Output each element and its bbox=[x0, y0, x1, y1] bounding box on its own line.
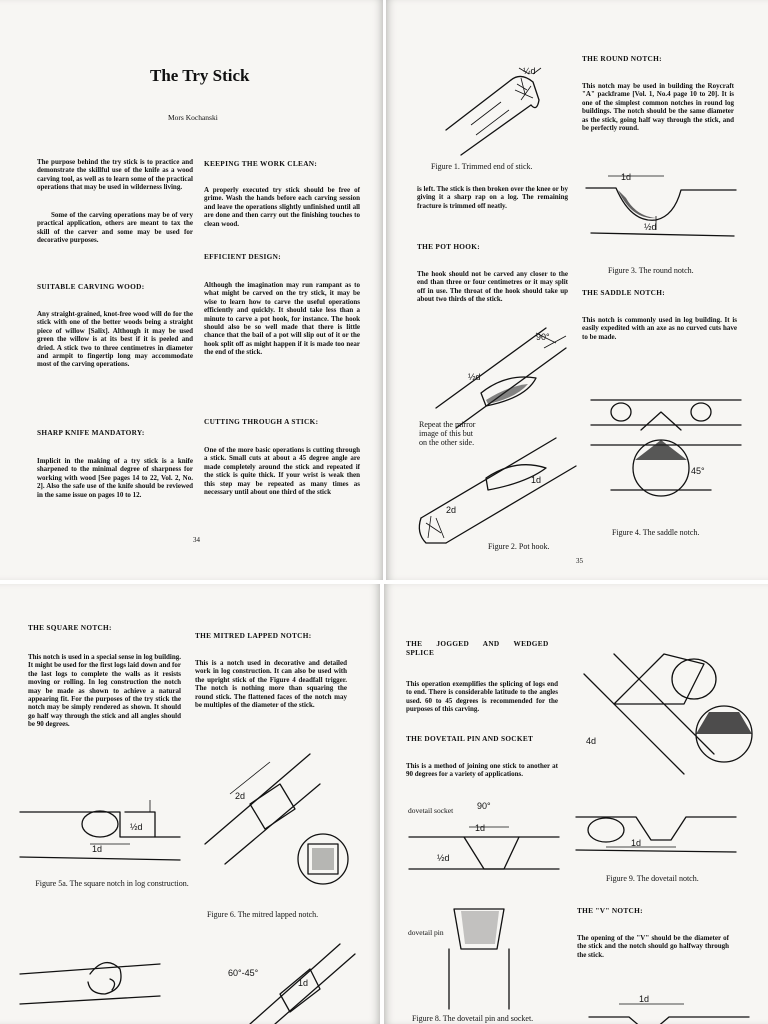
efficient-design-text: Although the imagination may run rampant as to what might be carved on the try stick, it may be wise to learn how to carve the useful operations efficiently and quickly. It should take less than a minute to carve a pot hook, for instance. The hook should also be so well made that there is little chance that the bail of a pot will slip out of it or the hook split off as might happen if it is made too near the end of the stick. bbox=[204, 281, 360, 357]
page-title: The Try Stick bbox=[150, 66, 250, 85]
page-35 bbox=[386, 0, 768, 580]
page-jogged-splice bbox=[384, 584, 768, 1024]
page-number: 35 bbox=[576, 557, 583, 565]
intro-paragraph: The purpose behind the try stick is to practice and demonstrate the skillful use of the knife as a wood carving tool, as well as to learn some of the practical operations that may be used in wilderness living. bbox=[37, 158, 193, 192]
v-notch-text: The opening of the "V" should be the diameter of the stick and the notch should go halfway through the stick. bbox=[577, 934, 729, 959]
v-notch-heading: THE "V" NOTCH: bbox=[577, 906, 643, 915]
label-two-d: 2d bbox=[446, 505, 457, 515]
label-angle: 60°-45° bbox=[228, 968, 259, 978]
dovetail-heading: THE DOVETAIL PIN AND SOCKET bbox=[406, 734, 534, 743]
jogged-splice-heading: THE JOGGED AND WEDGED SPLICE bbox=[406, 639, 549, 657]
figure-4-caption: Figure 4. The saddle notch. bbox=[612, 528, 700, 537]
label-mitred-one-d: 1d bbox=[298, 978, 309, 988]
efficient-design-heading: EFFICIENT DESIGN: bbox=[204, 252, 281, 261]
suitable-wood-text: Any straight-grained, knot-free wood will do for the stick with one of the better woods being a straight piece of willow [Salix]. Although it may be used green the willow is at its best if it is peeled and dried. A stick two to three centimetres in diameter and armpit to fingertip long may accommodate most of the carving operations. bbox=[37, 310, 193, 369]
figure-3-caption: Figure 3. The round notch. bbox=[608, 266, 694, 275]
mirror-note: Repeat the mirror image of this but on the other side. bbox=[419, 420, 476, 447]
round-notch-heading: THE ROUND NOTCH: bbox=[582, 54, 662, 63]
sharp-knife-text: Implicit in the making of a try stick is a knife sharpened to the minimal degree of sharpness for working with wood [See pages 14 to 22, Vol. 2, No. 2]. Also the safe use of the knife should be reviewed in the same issue on pages 10 to 12. bbox=[37, 457, 193, 499]
label-one-d: 1d bbox=[531, 475, 542, 485]
figure-2-caption: Figure 2. Pot hook. bbox=[488, 542, 550, 551]
figure-6-caption: Figure 6. The mitred lapped notch. bbox=[207, 910, 319, 919]
figure-1-trimmed-stick bbox=[441, 60, 561, 160]
label-round-one-d: 1d bbox=[621, 172, 632, 182]
cutting-stick-heading: CUTTING THROUGH A STICK: bbox=[204, 417, 319, 426]
label-dovetail-one-d: 1d bbox=[475, 823, 486, 833]
figure-7-partial-drawing bbox=[10, 934, 370, 1024]
label-round-half-d: ½d bbox=[644, 222, 657, 232]
keeping-clean-text: A properly executed try stick should be free of grime. Wash the hands before each carving session and leave the operations slightly unfinished until all are done and then carry out the finishing touches to clean wood. bbox=[204, 186, 360, 228]
figure-8-dovetail bbox=[409, 799, 559, 999]
mitred-notch-heading: THE MITRED LAPPED NOTCH: bbox=[195, 631, 312, 640]
saddle-notch-heading: THE SADDLE NOTCH: bbox=[582, 288, 665, 297]
dovetail-text: This is a method of joining one stick to another at 90 degrees for a variety of applications. bbox=[406, 762, 558, 779]
mitred-notch-text: This is a notch used in decorative and detailed work in log construction. It can also be used with the upright stick of the Figure 4 deadfall trigger. The notch is nothing more than squaring the round stick. The flattened faces of the notch may be multiples of the diameter of the stick. bbox=[195, 659, 347, 710]
figure-5a-square-notch bbox=[20, 792, 180, 867]
author-name: Mors Kochanski bbox=[168, 113, 218, 122]
cutting-stick-text: One of the more basic operations is cutting through a stick. Small cuts at about a 45 degree angle are made completely around the stick and repeated if the stick is quite thick. If your wrist is weak then this step may be repeated as many times as necessary until about one third of the stick bbox=[204, 446, 360, 497]
suitable-wood-heading: SUITABLE CARVING WOOD: bbox=[37, 282, 145, 291]
figure-1-caption: Figure 1. Trimmed end of stick. bbox=[431, 162, 533, 171]
square-notch-text: This notch is used in a special sense in log building. It might be used for the first logs laid down and for the last logs to complete the walls as it resists moving or rolling. In log construction the notch may be made as shown to achieve a natural appearing fit. For the purposes of the try stick the notch may be simply rendered as shown. It should go half way through the stick and all angles should be 90 degrees. bbox=[28, 653, 181, 729]
page-square-notch bbox=[0, 584, 380, 1024]
label-sq-half-d: ½d bbox=[130, 822, 143, 832]
label-v-one-d: 1d bbox=[639, 994, 650, 1004]
pot-hook-text: The hook should not be carved any closer to the end than three or four centimetres or it may split off in use. The throat of the hook should take up about two thirds of the stick. bbox=[417, 270, 568, 304]
label-mitred-two-d: 2d bbox=[235, 791, 246, 801]
intro-paragraph-2: Some of the carving operations may be of very practical application, others are meant to tax the skill of the carver and some may be used for decorative purposes. bbox=[37, 211, 193, 245]
square-notch-heading: THE SQUARE NOTCH: bbox=[28, 623, 112, 632]
keeping-clean-heading: KEEPING THE WORK CLEAN: bbox=[204, 159, 318, 168]
label-ninety: 90° bbox=[536, 332, 550, 342]
label-sq-one-d: 1d bbox=[92, 844, 103, 854]
label-dovetail-half-d: ½d bbox=[437, 853, 450, 863]
figure-9-caption: Figure 9. The dovetail notch. bbox=[606, 874, 699, 883]
label-four-d: 4d bbox=[586, 736, 597, 746]
cutting-continued-text: is left. The stick is then broken over the knee or by giving it a sharp rap on a log. The remaining fracture is trimmed off neatly. bbox=[417, 185, 568, 210]
figure-4-saddle-notch bbox=[591, 390, 741, 520]
page-number: 34 bbox=[193, 536, 200, 544]
label-dovetail-ninety: 90° bbox=[477, 801, 491, 811]
page-34 bbox=[0, 0, 383, 580]
saddle-notch-text: This notch is commonly used in log building. It is easily expedited with an axe as no curved cuts have to be made. bbox=[582, 316, 737, 341]
label-half-d: ½d bbox=[468, 372, 481, 382]
label-fig9-one-d: 1d bbox=[631, 838, 642, 848]
v-notch-drawing bbox=[589, 992, 749, 1024]
figure-3-round-notch bbox=[586, 168, 736, 248]
figure-9-dovetail-notch bbox=[576, 802, 736, 862]
label-quarter-d: ¼d bbox=[523, 66, 536, 76]
figure-5a-caption: Figure 5a. The square notch in log construction. bbox=[35, 879, 189, 888]
sharp-knife-heading: SHARP KNIFE MANDATORY: bbox=[37, 428, 145, 437]
figure-6-mitred-notch bbox=[200, 744, 380, 884]
jogged-splice-text: This operation exemplifies the splicing of logs end to end. There is considerable latitude to the angles used. 60 to 45 degrees is recommended for the purposes of this carving. bbox=[406, 680, 558, 714]
figure-8-caption: Figure 8. The dovetail pin and socket. bbox=[412, 1014, 534, 1023]
figure-7-jogged-splice bbox=[574, 644, 764, 784]
round-notch-text: This notch may be used in building the Roycraft "A" packframe [Vol. 1, No.4 page 10 to 20]. It is one of the simplest common notches in round log buildings. The notch should be the same diameter as the stick, going half way through the stick, and be perfectly round. bbox=[582, 82, 734, 133]
pot-hook-heading: THE POT HOOK: bbox=[417, 242, 480, 251]
label-fortyfive: 45° bbox=[691, 466, 705, 476]
dovetail-pin-label: dovetail pin bbox=[408, 928, 444, 937]
dovetail-socket-label: dovetail socket bbox=[408, 806, 454, 815]
